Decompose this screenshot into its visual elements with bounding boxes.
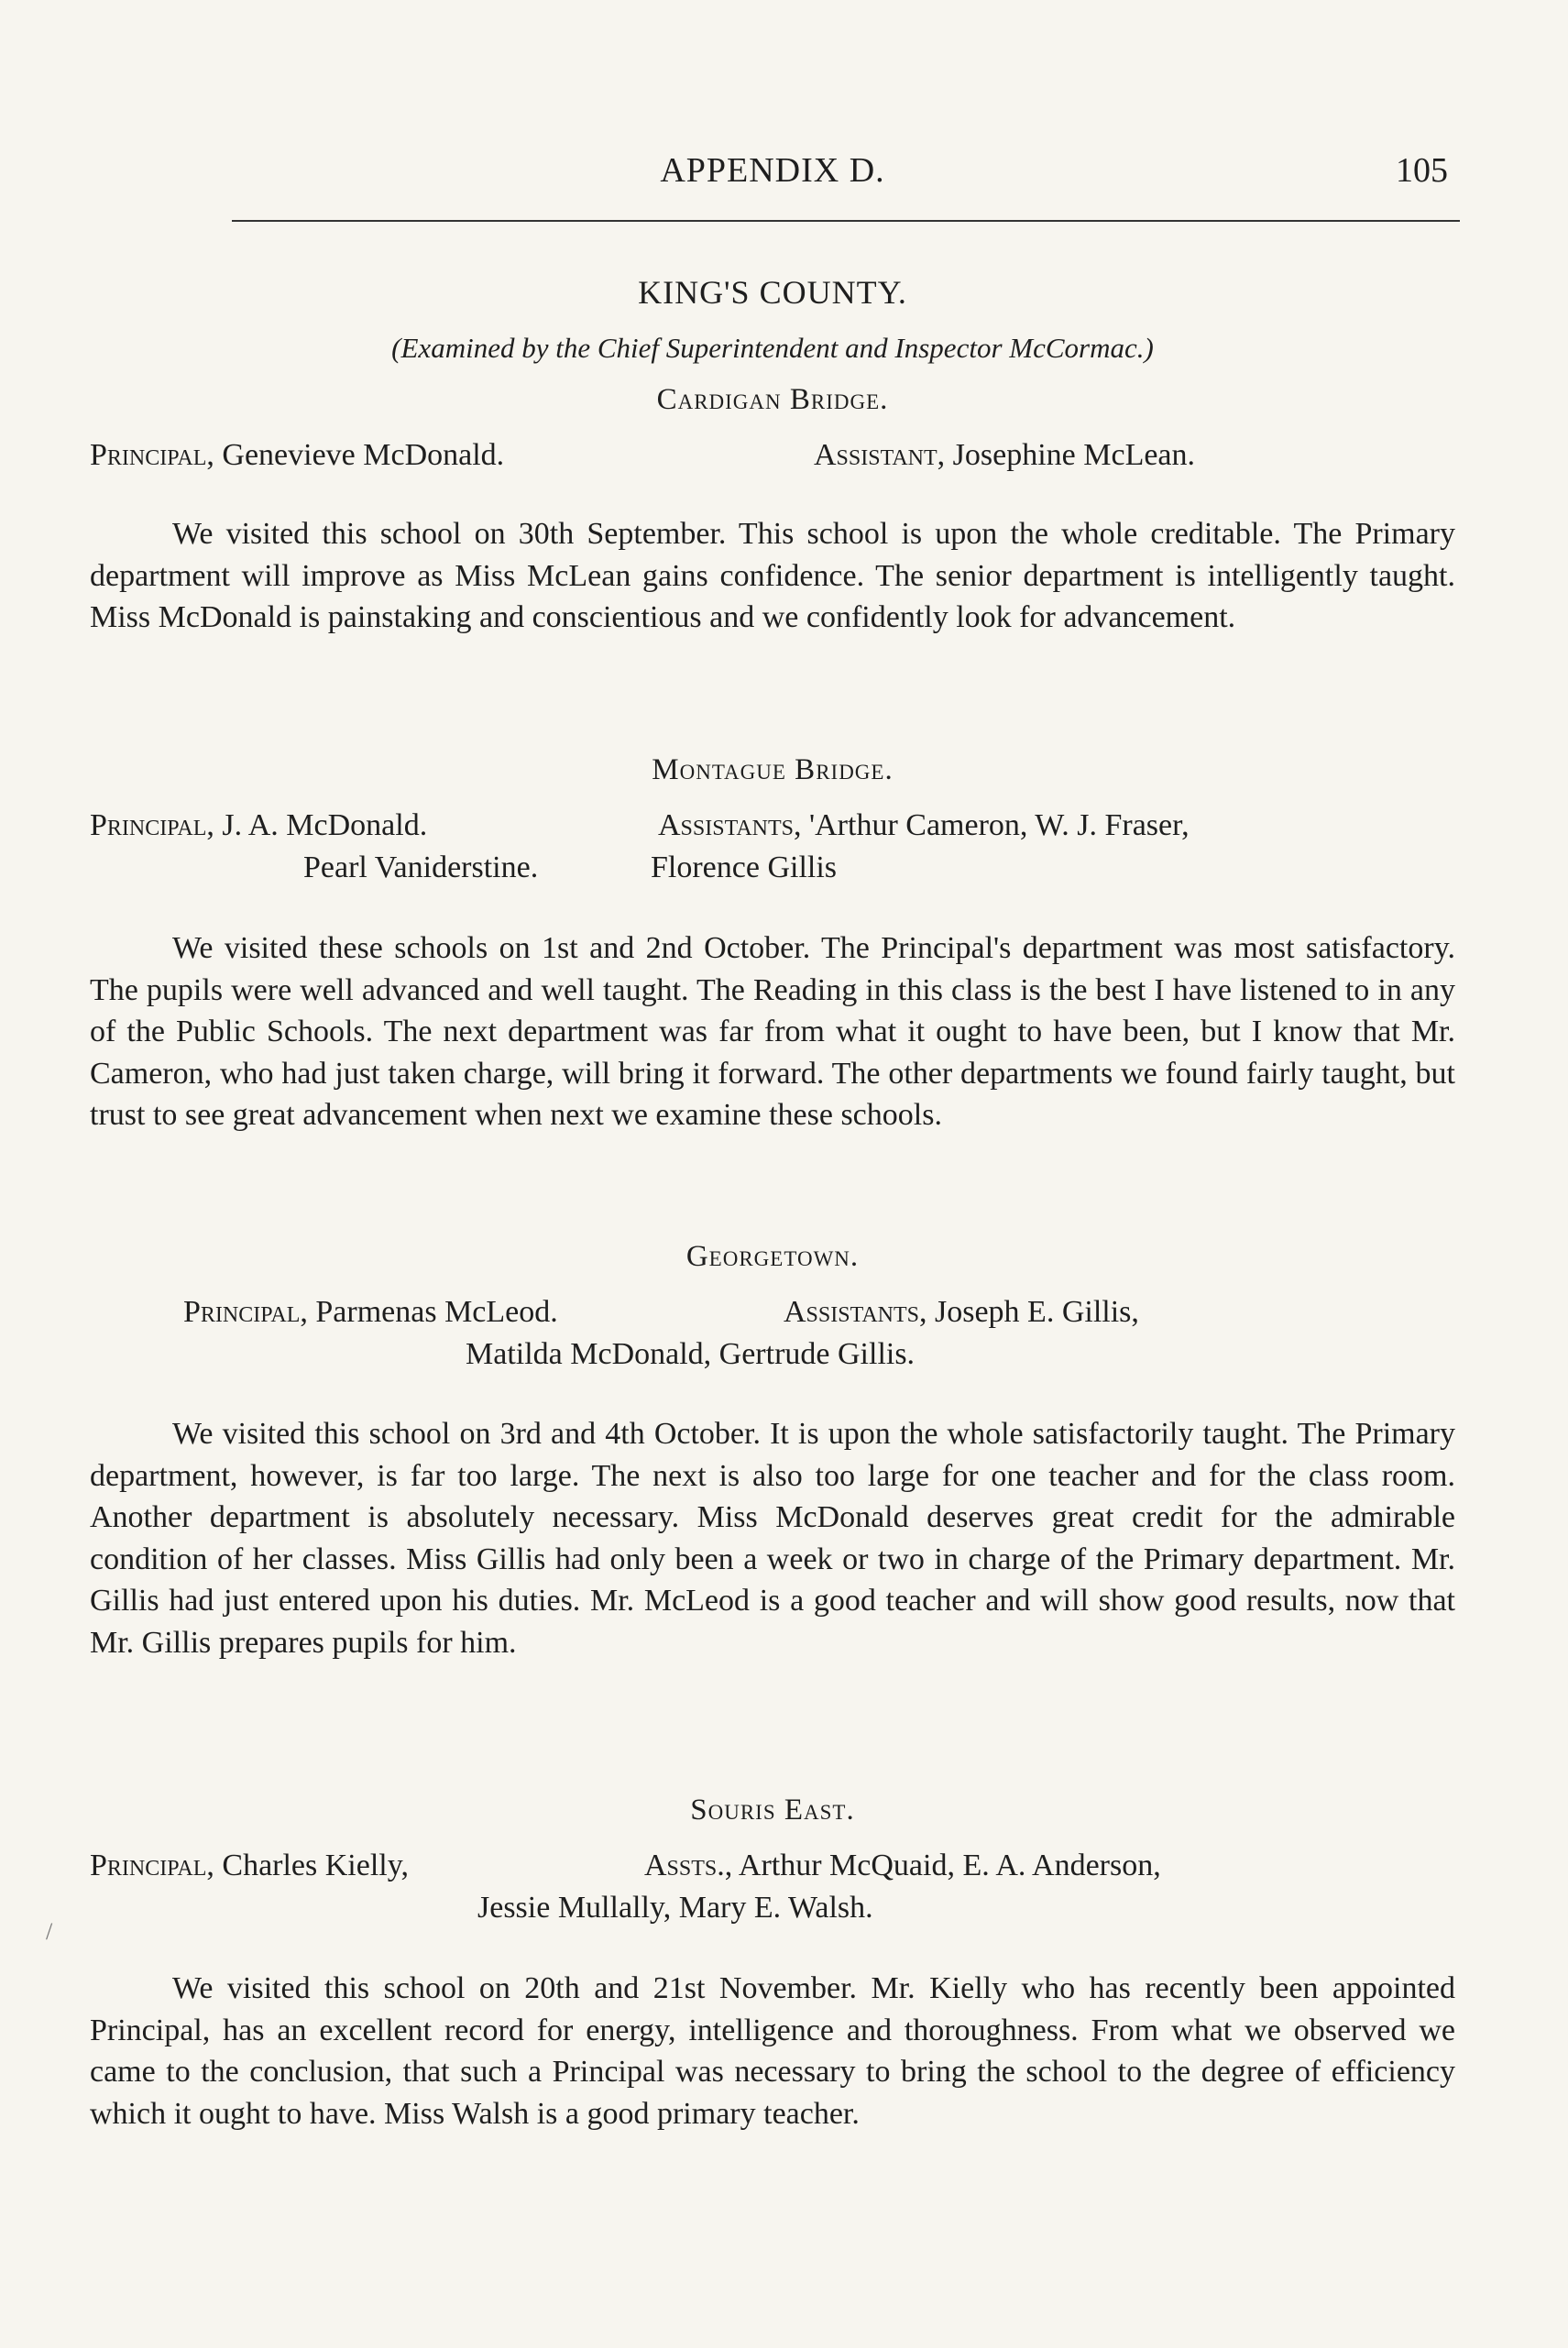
report-cardigan-bridge	[90, 513, 1455, 639]
document-page	[90, 137, 1455, 2131]
assistant-names: 'Arthur Cameron, W. J. Fraser,	[809, 808, 1190, 842]
principal-label: Principal,	[90, 1849, 214, 1882]
county-heading: KING'S COUNTY.	[638, 274, 907, 311]
running-header	[90, 137, 1455, 192]
assistant-label: Assistants,	[658, 808, 802, 842]
page-number: 105	[1396, 151, 1448, 190]
principal-name: Genevieve McDonald.	[222, 438, 505, 472]
assistant-label: Assistant,	[814, 438, 946, 472]
report-text: We visited this school on 3rd and 4th October. It is upon the whole satisfactorily taught. The Primary department, however, is far too large. The next is also too large for one teacher and for the class room. Another department is absolutely necessary. Miss McDonald deserves great credit for the admirable condition of her classes. Miss Gillis had only been a week or two in charge of the Primary department. Mr. Gillis had just entered upon his duties. Mr. McLeod is a good teacher and will show good results, now that Mr. Gillis prepares pupils for him.	[90, 1417, 1455, 1660]
assistant-names-cont: Pearl Vaniderstine.	[303, 850, 539, 884]
principal-name: J. A. McDonald.	[222, 808, 428, 842]
assistant-added-name: Florence Gillis	[651, 850, 838, 884]
header-rule	[232, 220, 1460, 222]
margin-mark: /	[46, 1918, 53, 1945]
report-montague-bridge	[90, 927, 1455, 1136]
principal-name: Parmenas McLeod.	[315, 1295, 558, 1329]
assistant-name: Josephine McLean.	[952, 438, 1196, 472]
assistant-names: Arthur McQuaid, E. A. Anderson,	[738, 1849, 1161, 1882]
principal-label: Principal,	[183, 1295, 308, 1329]
assistant-label: Assts.,	[644, 1849, 733, 1882]
section-heading-souris-east: Souris East.	[690, 1794, 855, 1827]
report-text: We visited these schools on 1st and 2nd October. The Principal's department was most satisfactory. The pupils were well advanced and well taught. The Reading in this class is the best I have listened to in any of the Public Schools. The next department was far from what it ought to have been, but I know that Mr. Cameron, who had just taken charge, will bring it forward. The other departments we found fairly taught, but trust to see great advancement when next we examine these schools.	[90, 931, 1455, 1132]
section-heading-montague-bridge: Montague Bridge.	[652, 753, 894, 786]
assistant-label: Assistants,	[784, 1295, 927, 1329]
assistant-names: Joseph E. Gillis,	[935, 1295, 1139, 1329]
principal-label: Principal,	[90, 438, 214, 472]
principal-label: Principal,	[90, 808, 214, 842]
section-heading-cardigan-bridge: Cardigan Bridge.	[656, 383, 889, 416]
report-souris-east	[90, 1968, 1455, 2134]
assistant-names-cont: Jessie Mullally, Mary E. Walsh.	[477, 1891, 873, 1925]
report-text: We visited this school on 30th September. This school is upon the whole creditable. The Primary department will improve as Miss McLean gains confidence. The senior department is intelligently taught. Miss McDonald is painstaking and conscientious and we confidently look for advancement.	[90, 517, 1455, 634]
section-heading-georgetown: Georgetown.	[685, 1240, 860, 1273]
examined-by-note: (Examined by the Chief Superintendent and Inspector McCormac.)	[391, 332, 1154, 364]
header-title: APPENDIX D.	[660, 151, 885, 190]
assistant-names-cont: Matilda McDonald, Gertrude Gillis.	[466, 1337, 916, 1371]
principal-name: Charles Kielly,	[222, 1849, 410, 1882]
report-georgetown	[90, 1413, 1455, 1663]
report-text: We visited this school on 20th and 21st November. Mr. Kielly who has recently been appointed Principal, has an excellent record for energy, intelligence and thoroughness. From what we observed we came to the conclusion, that such a Principal was necessary to bring the school to the degree of efficiency which it ought to have. Miss Walsh is a good primary teacher.	[90, 1971, 1455, 2131]
